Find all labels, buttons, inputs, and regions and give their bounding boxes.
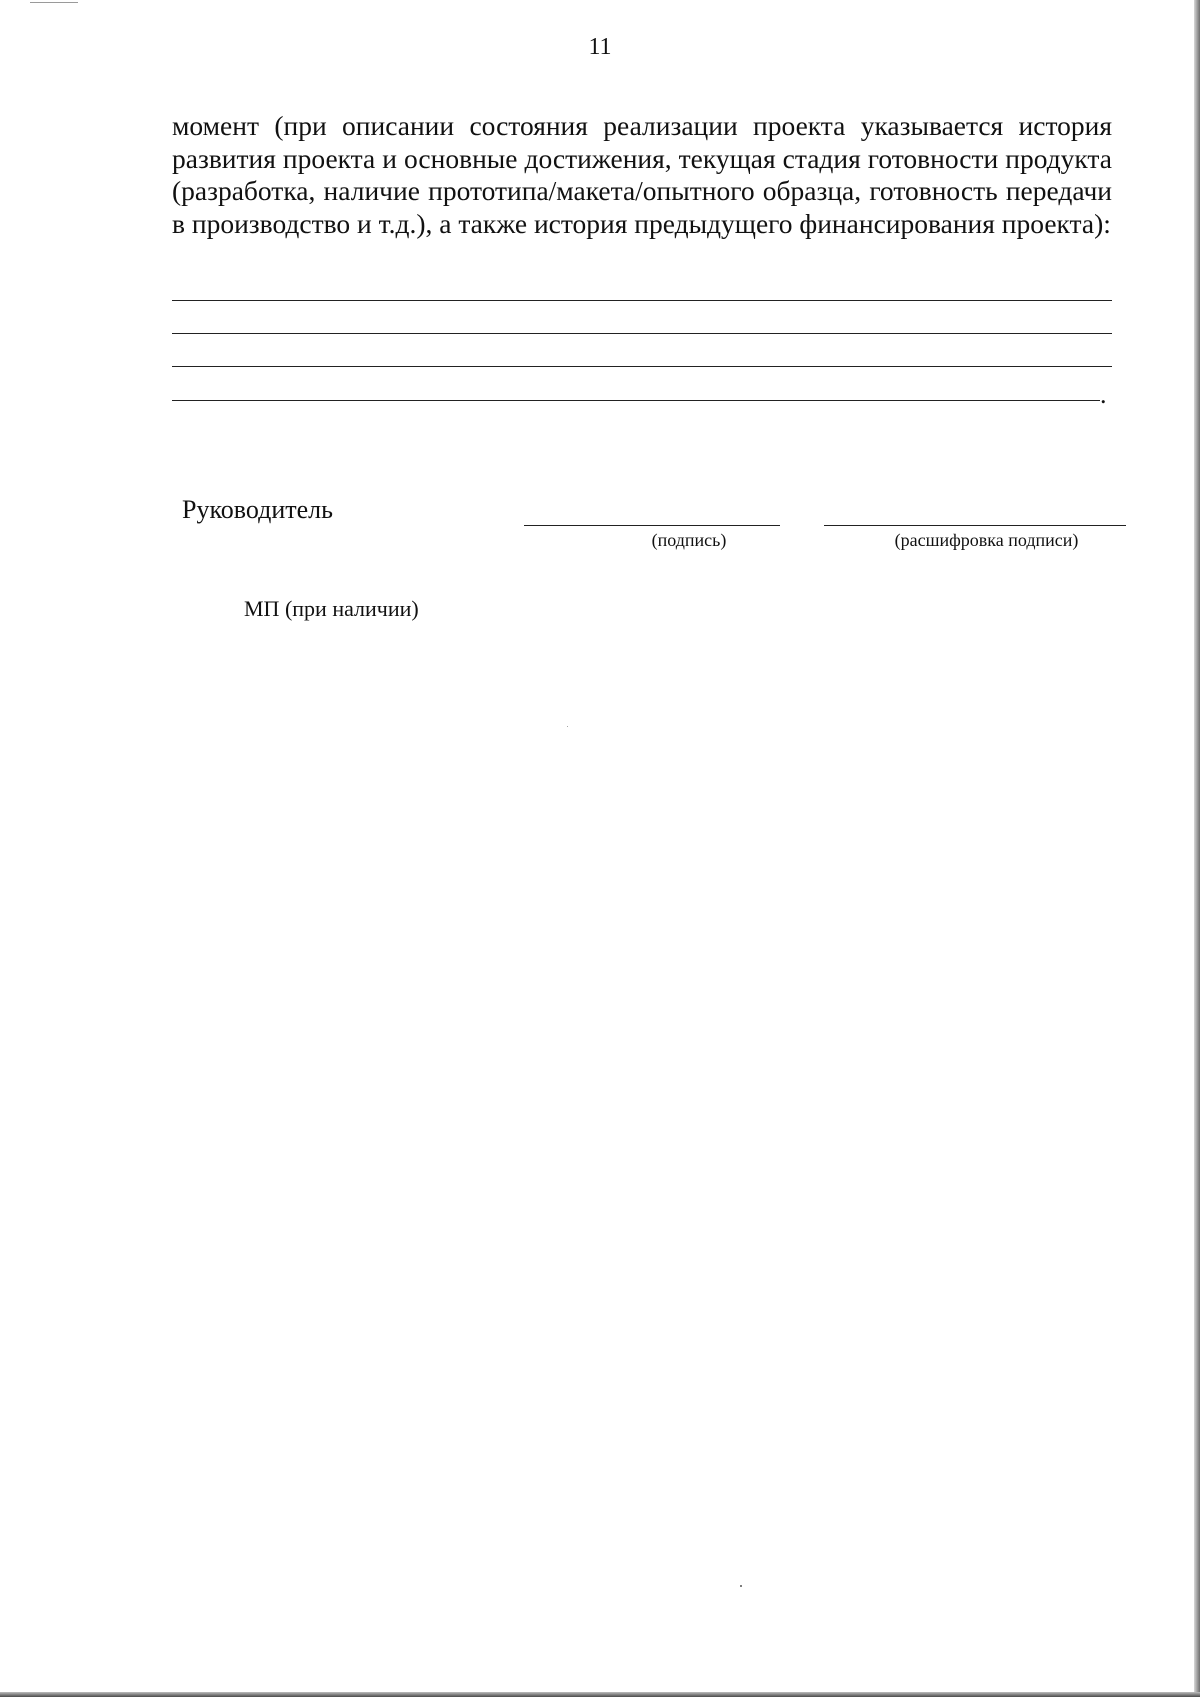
scan-speck [567,726,568,727]
scan-border-right [1194,0,1200,1697]
line-end-period: . [1100,380,1107,409]
fill-in-line [172,333,1112,334]
signatory-role-label: Руководитель [182,495,333,524]
stamp-label: МП (при наличии) [244,596,419,621]
page-number: 11 [588,34,612,60]
scan-border-bottom [0,1692,1200,1697]
signature-decode-line [824,525,1126,526]
fill-in-line [172,366,1112,367]
signature-decode-caption: (расшифровка подписи) [894,530,1079,550]
scan-artifact-mark [30,2,78,3]
scan-speck [740,1585,742,1587]
fill-in-line [172,300,1112,301]
signature-line [524,525,780,526]
fill-in-line [172,400,1100,401]
signature-caption: (подпись) [651,530,727,550]
body-paragraph: момент (при описании состояния реализации проекта указывается история развития проекта и основные достижения, текущая стадия готовности продукта (разработка, наличие прототипа/макета/опытного образца, готовность передачи в производство и т.д.), а также история предыдущего финансирования проекта): [172,110,1112,239]
